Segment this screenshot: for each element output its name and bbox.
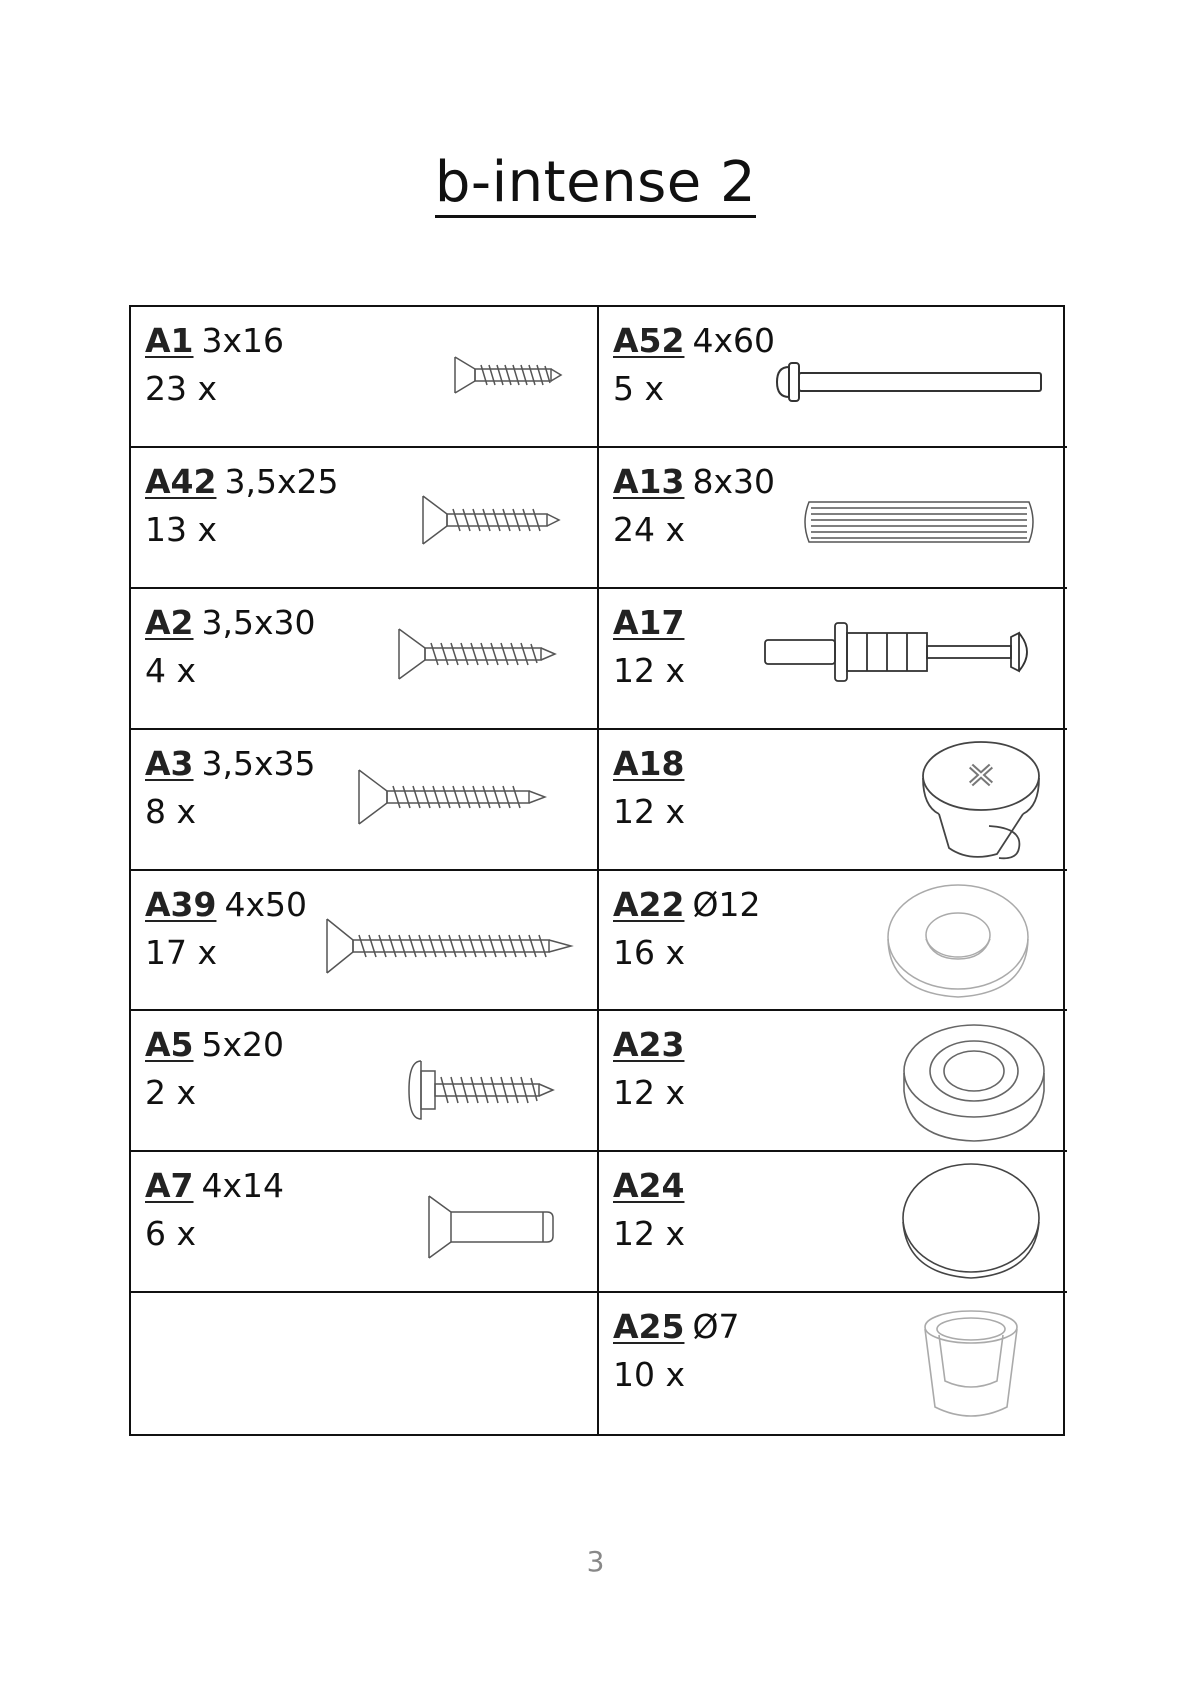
part-quantity: 12 x bbox=[613, 1214, 686, 1254]
part-quantity: 12 x bbox=[613, 650, 686, 690]
part-quantity: 2 x bbox=[145, 1073, 197, 1113]
part-quantity: 12 x bbox=[613, 791, 686, 831]
page-number: 3 bbox=[586, 1545, 605, 1578]
part-spec: 4x50 bbox=[224, 884, 307, 924]
pin-icon bbox=[427, 1194, 557, 1260]
screw-long-icon bbox=[325, 917, 575, 975]
part-spec: 5x20 bbox=[201, 1025, 285, 1065]
empty-cell bbox=[131, 1293, 599, 1434]
part-code: A17 bbox=[613, 602, 685, 642]
part-cell-a18 bbox=[599, 730, 1067, 871]
part-code: A18 bbox=[613, 743, 685, 783]
part-code: A39 bbox=[145, 884, 217, 924]
parts-table bbox=[129, 305, 1065, 1436]
screw-icon bbox=[421, 494, 561, 546]
part-spec: 3x16 bbox=[201, 321, 285, 360]
part-code: A25 bbox=[613, 1307, 685, 1347]
part-spec: 3,5x30 bbox=[201, 602, 316, 642]
part-code: A42 bbox=[145, 461, 217, 501]
part-quantity: 8 x bbox=[145, 791, 197, 831]
part-quantity: 24 x bbox=[613, 509, 686, 549]
connecting-bolt-icon bbox=[775, 357, 1045, 407]
part-quantity: 10 x bbox=[613, 1355, 686, 1395]
part-cell-a24 bbox=[599, 1152, 1067, 1293]
screw-icon bbox=[397, 627, 557, 681]
part-quantity: 4 x bbox=[145, 650, 197, 690]
part-quantity: 13 x bbox=[145, 509, 218, 549]
part-spec: 3,5x35 bbox=[201, 743, 316, 783]
part-spec: 4x14 bbox=[201, 1166, 285, 1206]
page-title: b-intense 2 bbox=[0, 150, 1191, 215]
part-cell-a17 bbox=[599, 589, 1067, 730]
part-spec: 3,5x25 bbox=[224, 461, 339, 501]
part-quantity: 6 x bbox=[145, 1214, 197, 1254]
part-quantity: 16 x bbox=[613, 932, 686, 972]
part-cell-a23 bbox=[599, 1011, 1067, 1152]
part-spec: Ø12 bbox=[692, 884, 761, 924]
part-code: A2 bbox=[145, 602, 194, 642]
part-cell-a42 bbox=[131, 448, 599, 589]
part-cell-a39 bbox=[131, 871, 599, 1012]
part-cell-a5 bbox=[131, 1011, 599, 1152]
washer-icon bbox=[883, 881, 1033, 1003]
part-code: A24 bbox=[613, 1166, 685, 1206]
part-quantity: 23 x bbox=[145, 369, 218, 408]
part-code: A7 bbox=[145, 1166, 194, 1206]
part-spec: Ø7 bbox=[692, 1307, 740, 1347]
part-cell-a2 bbox=[131, 589, 599, 730]
part-cell-a7 bbox=[131, 1152, 599, 1293]
part-quantity: 12 x bbox=[613, 1073, 686, 1113]
part-code: A1 bbox=[145, 321, 194, 360]
part-spec: 4x60 bbox=[692, 321, 775, 360]
sleeve-icon bbox=[921, 1307, 1021, 1427]
part-quantity: 5 x bbox=[613, 369, 665, 408]
cam-lock-icon bbox=[919, 736, 1049, 866]
part-quantity: 17 x bbox=[145, 932, 218, 972]
part-cell-a22 bbox=[599, 871, 1067, 1012]
screw-icon bbox=[357, 768, 547, 826]
part-code: A23 bbox=[613, 1025, 685, 1065]
part-code: A13 bbox=[613, 461, 685, 501]
part-cell-a52 bbox=[599, 307, 1067, 448]
part-cell-a3 bbox=[131, 730, 599, 871]
part-code: A3 bbox=[145, 743, 194, 783]
part-cell-a13 bbox=[599, 448, 1067, 589]
cover-cap-icon bbox=[899, 1160, 1043, 1284]
part-spec: 8x30 bbox=[692, 461, 775, 501]
connector-bolt-icon bbox=[763, 619, 1037, 685]
part-cell-a25 bbox=[599, 1293, 1067, 1434]
pan-head-screw-icon bbox=[407, 1057, 557, 1123]
ring-washer-icon bbox=[899, 1021, 1049, 1145]
part-code: A22 bbox=[613, 884, 685, 924]
wooden-dowel-icon bbox=[799, 498, 1039, 546]
part-code: A5 bbox=[145, 1025, 194, 1065]
screw-small-icon bbox=[453, 353, 563, 397]
part-code: A52 bbox=[613, 321, 685, 360]
part-cell-a1 bbox=[131, 307, 599, 448]
